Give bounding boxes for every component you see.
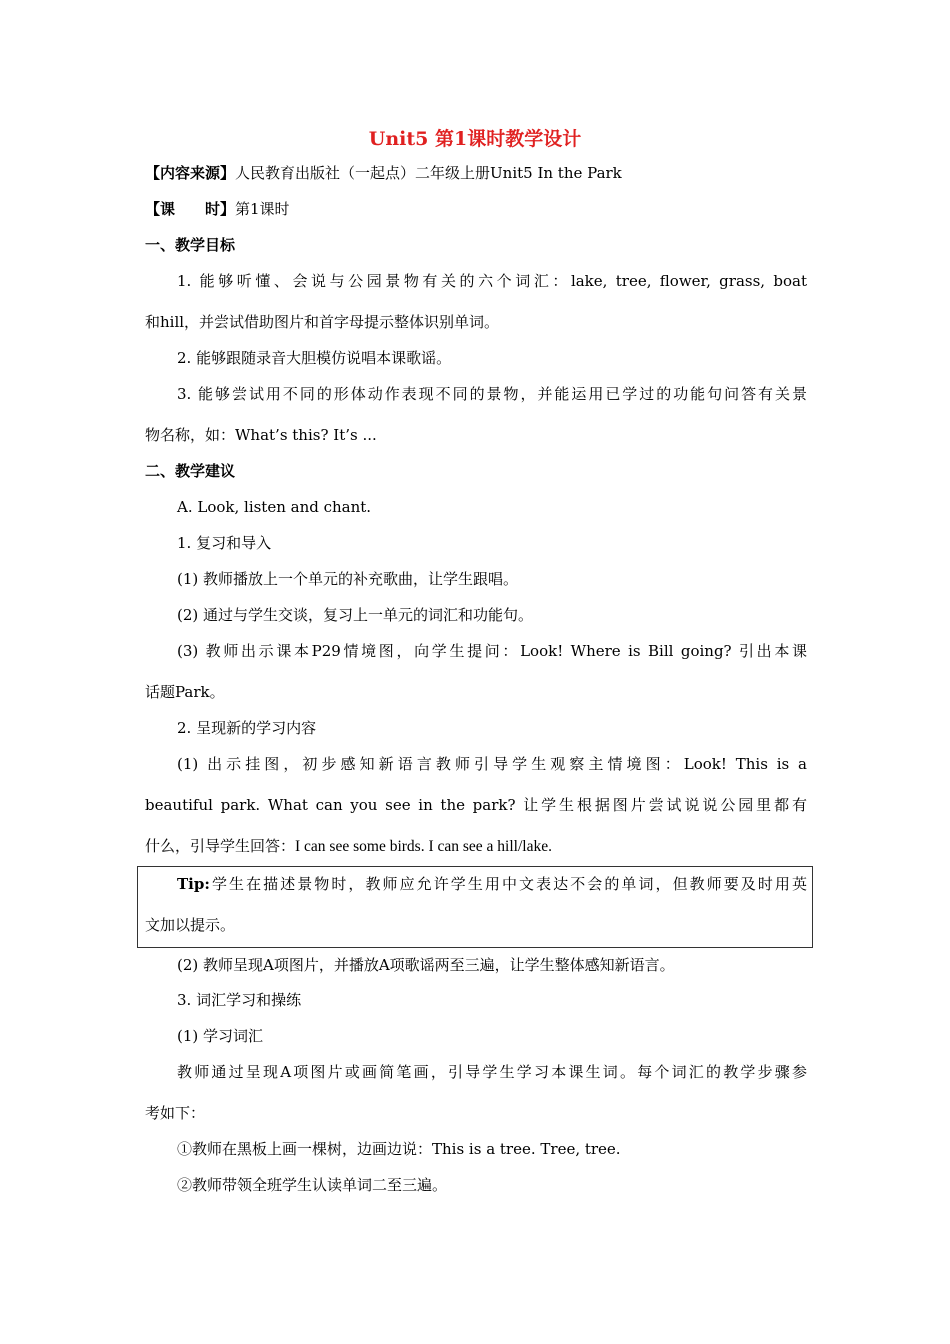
- section-heading-suggestions: 二、教学建议: [145, 462, 236, 480]
- content-source-text: 人民教育出版社（一起点）二年级上册Unit5 In the Park: [235, 164, 622, 182]
- step-1-item-3-line-2: 话题Park。: [145, 683, 225, 701]
- step-1-item-3-line-1: (3) 教师出示课本P29情境图，向学生提问：Look! Where is Bill going? 引出本课: [177, 642, 807, 660]
- content-source-label: 【内容来源】: [145, 164, 236, 182]
- step-3-text-line-1: 教师通过呈现A项图片或画简笔画，引导学生学习本课生词。每个词汇的教学步骤参: [177, 1063, 807, 1081]
- step-2-item-1-line-3-cn: 什么，引导学生回答：: [145, 837, 296, 855]
- step-3-heading: 3. 词汇学习和操练: [177, 991, 302, 1009]
- step-3-text-line-2: 考如下：: [145, 1104, 206, 1122]
- section-heading-objectives: 一、教学目标: [145, 236, 236, 254]
- document-title: Unit5 第1课时教学设计: [368, 128, 582, 150]
- tip-line-1: [177, 874, 807, 894]
- tip-line-2: 文加以提示。: [145, 916, 236, 934]
- objective-1-line-1: 1. 能够听懂、会说与公园景物有关的六个词汇：lake, tree, flower, grass, boat: [177, 272, 807, 290]
- step-2-heading: 2. 呈现新的学习内容: [177, 719, 317, 737]
- objective-1-line-2: 和hill，并尝试借助图片和首字母提示整体识别单词。: [145, 313, 500, 331]
- step-2-item-1-line-1: (1) 出示挂图，初步感知新语言教师引导学生观察主情境图：Look! This is a: [177, 755, 807, 773]
- step-3-item-1: (1) 学习词汇: [177, 1027, 264, 1045]
- bullet-1: ①教师在黑板上画一棵树，边画边说：This is a tree. Tree, tree.: [177, 1140, 621, 1158]
- step-2-item-2: (2) 教师呈现A项图片，并播放A项歌谣两至三遍，让学生整体感知新语言。: [177, 956, 675, 974]
- period-text: 第1课时: [235, 200, 290, 218]
- bullet-2: ②教师带领全班学生认读单词二至三遍。: [177, 1176, 448, 1194]
- content-source-line: [145, 163, 622, 183]
- step-2-item-1-line-2: beautiful park. What can you see in the park? 让学生根据图片尝试说说公园里都有: [145, 796, 807, 814]
- period-line: [145, 199, 290, 219]
- step-2-item-1-line-3: [145, 836, 552, 857]
- step-1-item-2: (2) 通过与学生交谈，复习上一单元的词汇和功能句。: [177, 606, 534, 624]
- step-1-heading: 1. 复习和导入: [177, 534, 272, 552]
- part-a-heading: A. Look, listen and chant.: [177, 498, 372, 516]
- tip-label: Tip:: [177, 875, 210, 893]
- tip-text-1: 学生在描述景物时，教师应允许学生用中文表达不会的单词，但教师要及时用英: [209, 875, 807, 893]
- period-label: 【课 时】: [145, 200, 236, 218]
- objective-3-line-2: 物名称，如：What’s this? It’s ...: [145, 426, 377, 444]
- step-2-item-1-line-3-en: I can see some birds. I can see a hill/lake.: [295, 838, 552, 855]
- step-1-item-1: (1) 教师播放上一个单元的补充歌曲，让学生跟唱。: [177, 570, 519, 588]
- objective-2: 2. 能够跟随录音大胆模仿说唱本课歌谣。: [177, 349, 452, 367]
- objective-3-line-1: 3. 能够尝试用不同的形体动作表现不同的景物，并能运用已学过的功能句问答有关景: [177, 385, 807, 403]
